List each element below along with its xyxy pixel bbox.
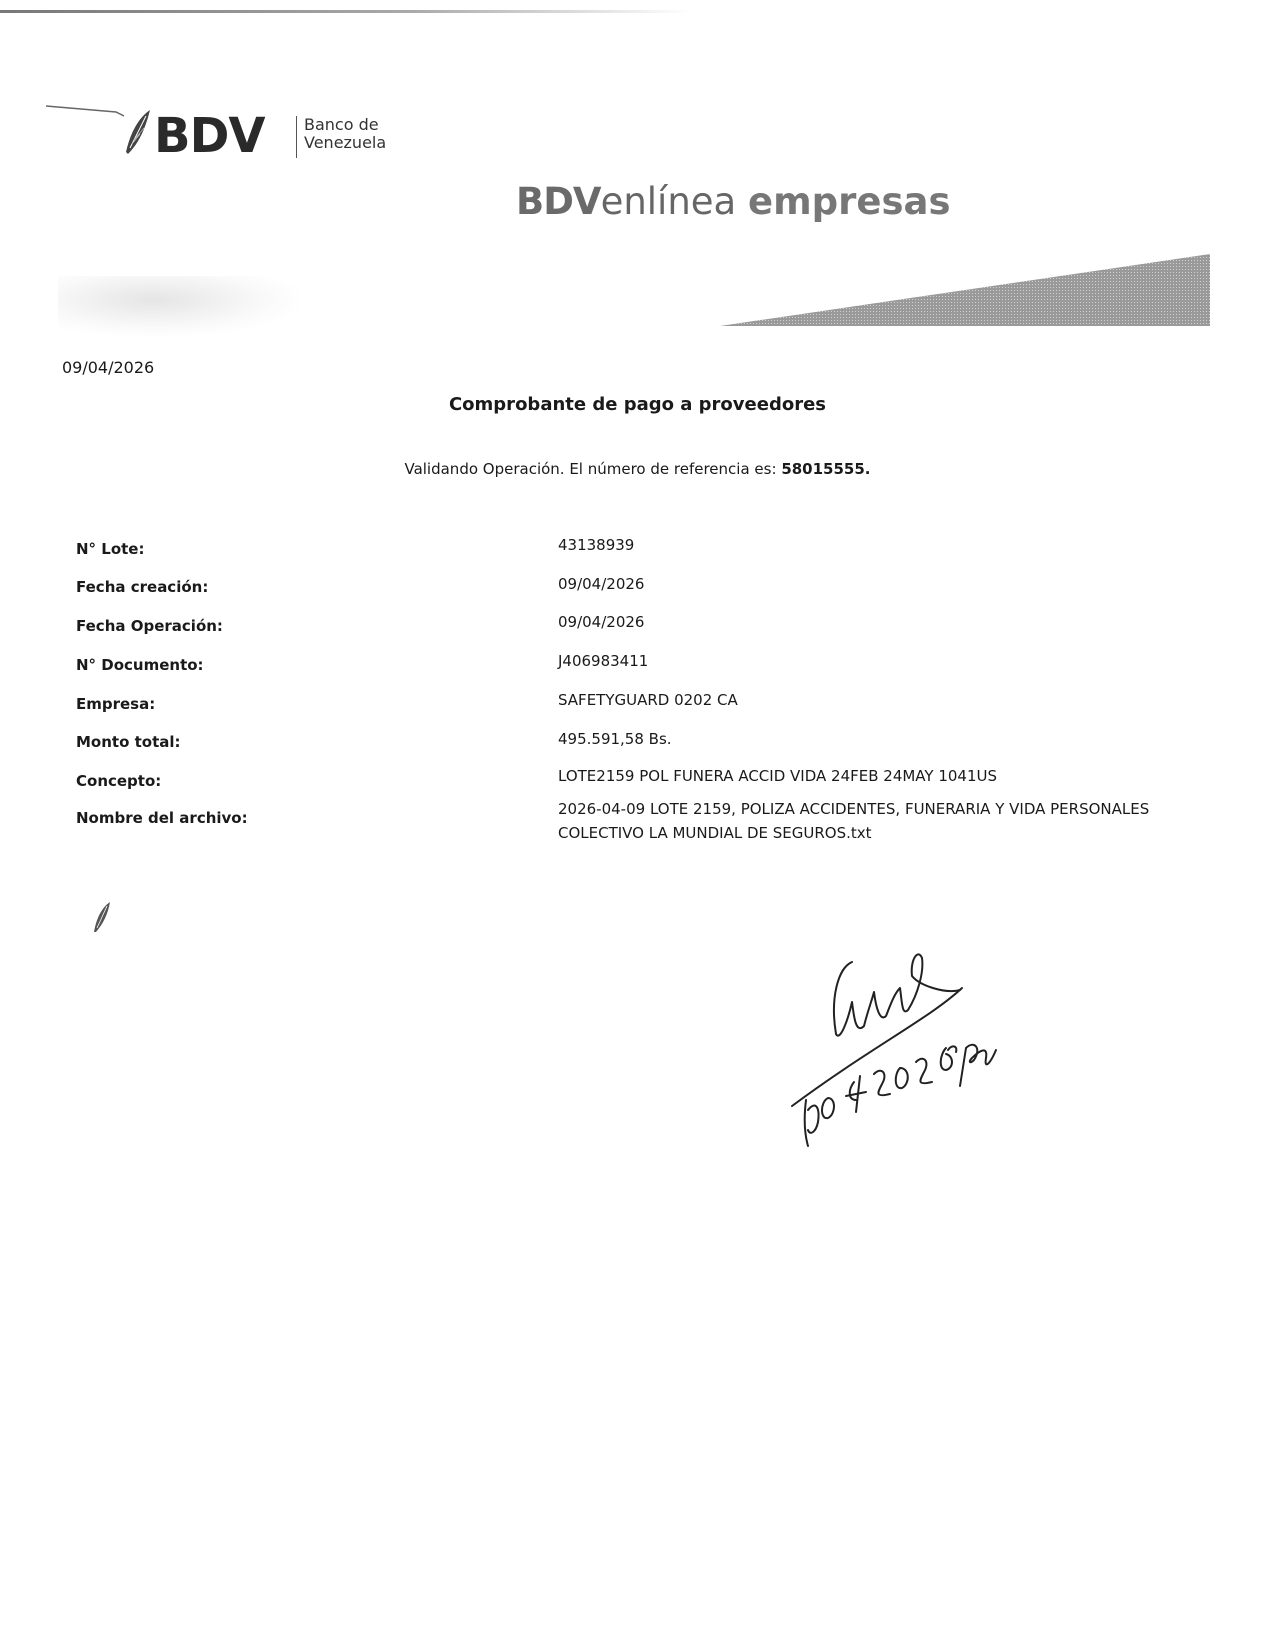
label-monto-total: Monto total: xyxy=(76,733,181,751)
brand-part3: empresas xyxy=(748,180,951,223)
label-documento: N° Documento: xyxy=(76,656,204,674)
reference-number: 58015555. xyxy=(781,460,871,478)
brand-title xyxy=(516,180,951,223)
scan-top-line xyxy=(0,10,690,13)
label-fecha-creacion: Fecha creación: xyxy=(76,578,209,596)
label-concepto: Concepto: xyxy=(76,772,162,790)
reference-text: Validando Operación. El número de referencia es: xyxy=(404,460,777,478)
logo-bdv-text: BDV xyxy=(154,108,265,164)
brand-part1: BDV xyxy=(516,180,601,223)
decorative-wedge xyxy=(720,254,1210,326)
value-empresa: SAFETYGUARD 0202 CA xyxy=(558,691,738,709)
feather-icon xyxy=(92,900,112,934)
value-concepto: LOTE2159 POL FUNERA ACCID VIDA 24FEB 24MAY 1041US xyxy=(558,767,998,785)
logo-bank-line2: Venezuela xyxy=(304,133,387,152)
value-lote: 43138939 xyxy=(558,536,635,554)
feather-icon xyxy=(46,104,156,166)
logo-bank-name xyxy=(304,116,386,152)
brand-part2: enlínea xyxy=(600,180,737,223)
logo-bank-line1: Banco de xyxy=(304,115,379,134)
label-nombre-archivo: Nombre del archivo: xyxy=(76,809,248,827)
page-title: Comprobante de pago a proveedores xyxy=(448,394,827,415)
document-date: 09/04/2026 xyxy=(62,358,155,377)
value-fecha-creacion: 09/04/2026 xyxy=(558,575,645,593)
scan-smudge xyxy=(58,276,298,336)
logo-separator xyxy=(296,116,297,158)
value-fecha-operacion: 09/04/2026 xyxy=(558,613,645,631)
bdv-logo xyxy=(46,104,387,166)
reference-line xyxy=(0,460,1275,478)
handwritten-signature xyxy=(790,950,1050,1180)
value-documento: J406983411 xyxy=(558,652,649,670)
label-lote: N° Lote: xyxy=(76,540,145,558)
label-empresa: Empresa: xyxy=(76,695,156,713)
value-monto-total: 495.591,58 Bs. xyxy=(558,730,672,748)
label-fecha-operacion: Fecha Operación: xyxy=(76,617,223,635)
value-nombre-archivo: 2026-04-09 LOTE 2159, POLIZA ACCIDENTES, FUNERARIA Y VIDA PERSONALES COLECTIVO LA MUNDIAL DE SEGUROS.txt xyxy=(558,800,1150,842)
